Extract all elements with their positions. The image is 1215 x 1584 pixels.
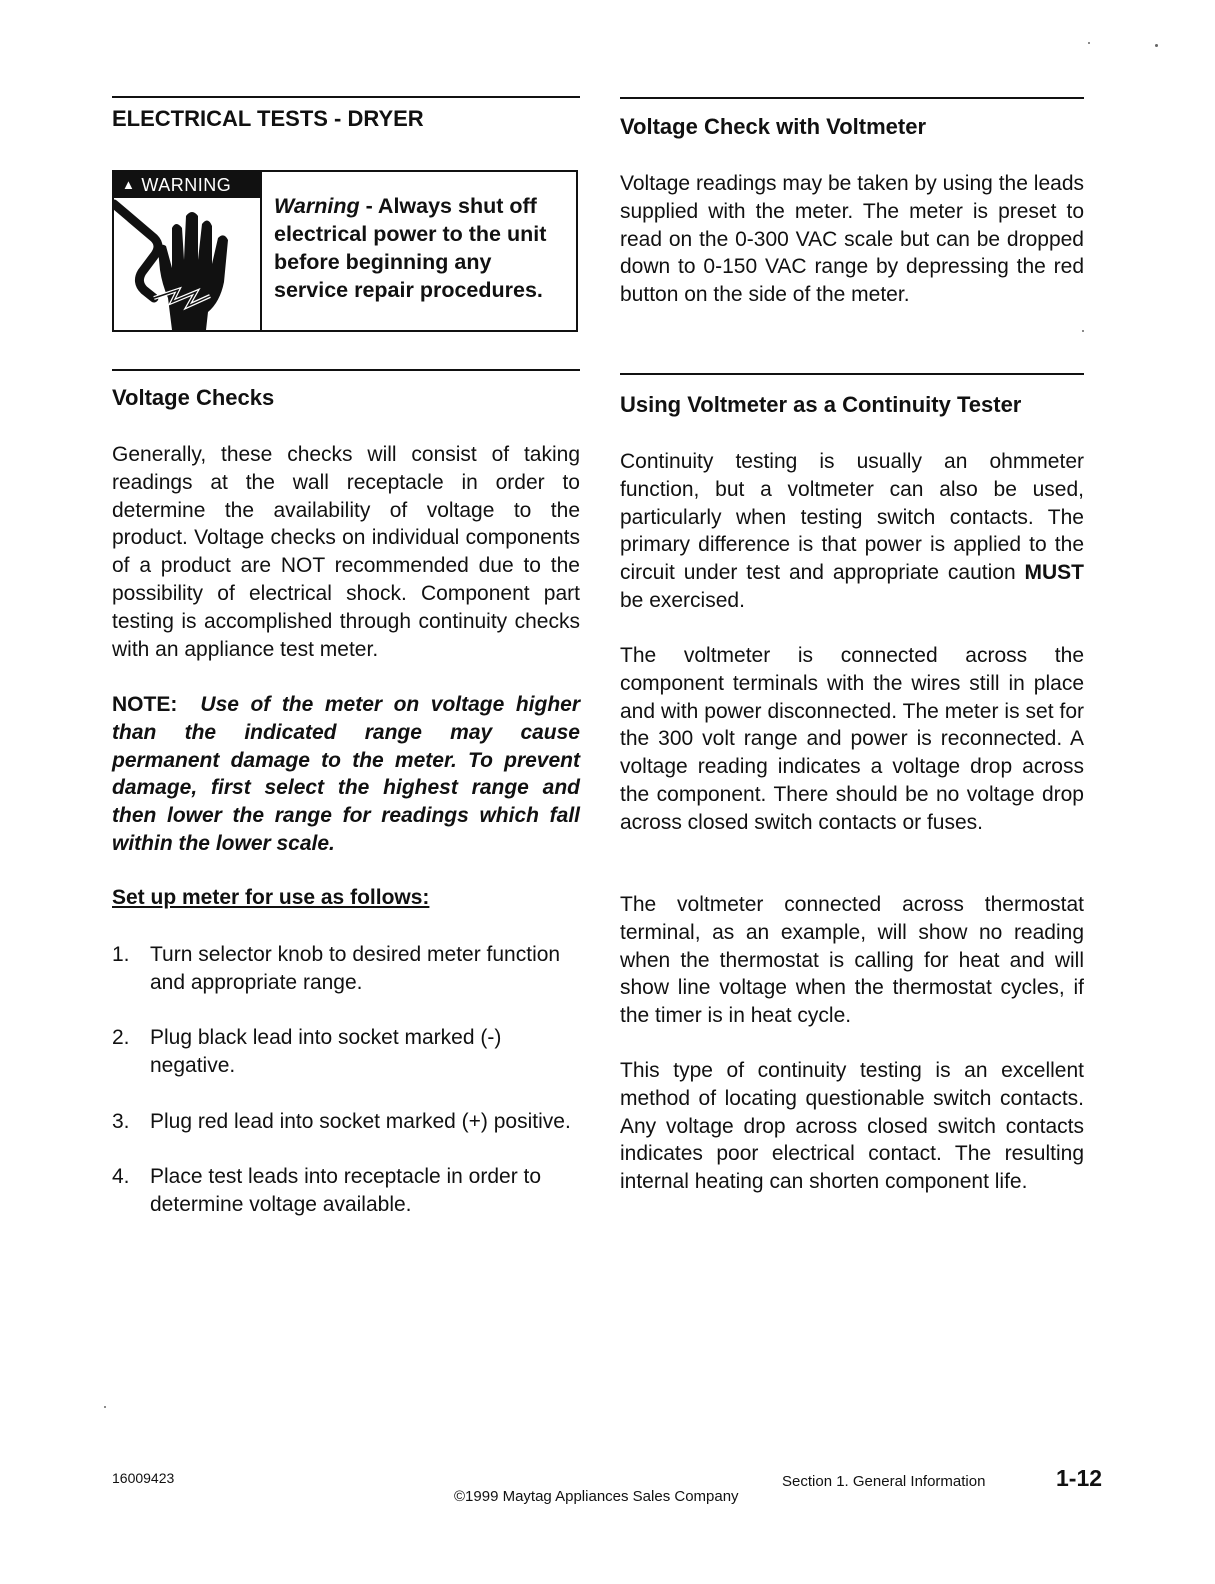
continuity-title: Using Voltmeter as a Continuity Tester	[620, 392, 1022, 417]
note-label: NOTE:	[112, 693, 178, 716]
warning-icon-panel	[114, 172, 262, 330]
list-item	[112, 1024, 580, 1080]
warning-label: WARNING	[141, 175, 232, 195]
document-id: 16009423	[112, 1470, 175, 1486]
warning-header	[114, 172, 260, 198]
voltmeter-check-body: Voltage readings may be taken by using the leads supplied with the meter. The meter is preset to read on the 0-300 VAC scale but can be dropped down to 0-150 VAC range by depressing the red button on the side of the meter.	[620, 172, 1084, 307]
setup-heading: Set up meter for use as follows:	[112, 886, 430, 909]
list-item	[112, 1108, 580, 1136]
step-text: Place test leads into receptacle in order to determine voltage available.	[150, 1165, 542, 1217]
continuity-paragraph-2: The voltmeter is connected across the component terminals with the wires still in place and with power disconnected. The meter is set for the 300 volt range and power is reconnected. A voltage reading indicates a voltage drop across the component. There should be no voltage drop across closed switch contacts or fuses.	[620, 644, 1084, 834]
voltmeter-check-title: Voltage Check with Voltmeter	[620, 114, 927, 139]
continuity-paragraph-4: This type of continuity testing is an excellent method of locating questionable switch contacts. Any voltage drop across closed switch contacts indicates poor electrical contact. The resulting internal heating can shorten component life.	[620, 1059, 1084, 1194]
scan-speck	[1155, 44, 1158, 47]
section-label: Section 1. General Information	[782, 1473, 986, 1490]
page-number: 1-12	[1056, 1465, 1103, 1491]
voltage-checks-body: Generally, these checks will consist of taking readings at the wall receptacle in order to determine the availability of voltage to the product. Voltage checks on individual components of a product are NOT recommended due to the possibility of electrical shock. Component part testing is accomplished through continuity checks with an appliance test meter.	[112, 443, 580, 661]
warning-message	[262, 172, 576, 330]
step-number: 2.	[112, 1026, 130, 1050]
list-item	[112, 941, 580, 997]
continuity-paragraph-1	[620, 448, 1084, 615]
title-rule	[112, 96, 580, 98]
voltage-checks-title: Voltage Checks	[112, 385, 275, 410]
step-text: Plug black lead into socket marked (-) negative.	[150, 1026, 502, 1078]
step-number: 1.	[112, 943, 130, 966]
voltmeter-check-rule	[620, 97, 1084, 99]
copyright: ©1999 Maytag Appliances Sales Company	[454, 1488, 739, 1505]
scan-speck	[1088, 42, 1090, 44]
note-body: Use of the meter on voltage higher than the indicated range may cause permanent damage to the meter. To prevent damage, first select the highest range and then lower the range for readings which fall within the lower scale.	[112, 693, 580, 855]
voltage-checks-rule	[112, 369, 580, 371]
list-item	[112, 1163, 580, 1219]
note-paragraph	[112, 691, 580, 858]
step-text: Turn selector knob to desired meter function and appropriate range.	[150, 943, 561, 994]
page-title: ELECTRICAL TESTS - DRYER	[112, 106, 424, 131]
step-number: 4.	[112, 1165, 130, 1189]
warning-text: - Always shut off electrical power to the unit before beginning any service repair procedures.	[274, 194, 547, 302]
warning-triangle-icon: ▲	[122, 177, 136, 192]
continuity-rule	[620, 373, 1084, 375]
continuity-paragraph-3: The voltmeter connected across thermostat terminal, as an example, will show no reading when the thermostat is calling for heat and will show line voltage when the thermostat cycles, if the timer is in heat cycle.	[620, 893, 1084, 1028]
electrical-shock-hand-icon	[114, 198, 260, 330]
continuity-p1-text: Continuity testing is usually an ohmmeter function, but a voltmeter can also be used, particularly when testing switch contacts. The primary difference is that power is applied to the circuit under test and appropriate caution	[620, 450, 1084, 585]
step-number: 3.	[112, 1109, 130, 1133]
scan-speck	[1082, 330, 1084, 332]
scan-speck	[104, 1406, 106, 1408]
continuity-p1-end: be exercised.	[620, 588, 745, 612]
setup-steps-list	[112, 941, 580, 1247]
step-text: Plug red lead into socket marked (+) positive.	[150, 1109, 571, 1133]
warning-lead: Warning	[274, 194, 360, 218]
must-emphasis: MUST	[1024, 561, 1084, 585]
warning-box	[112, 170, 578, 332]
